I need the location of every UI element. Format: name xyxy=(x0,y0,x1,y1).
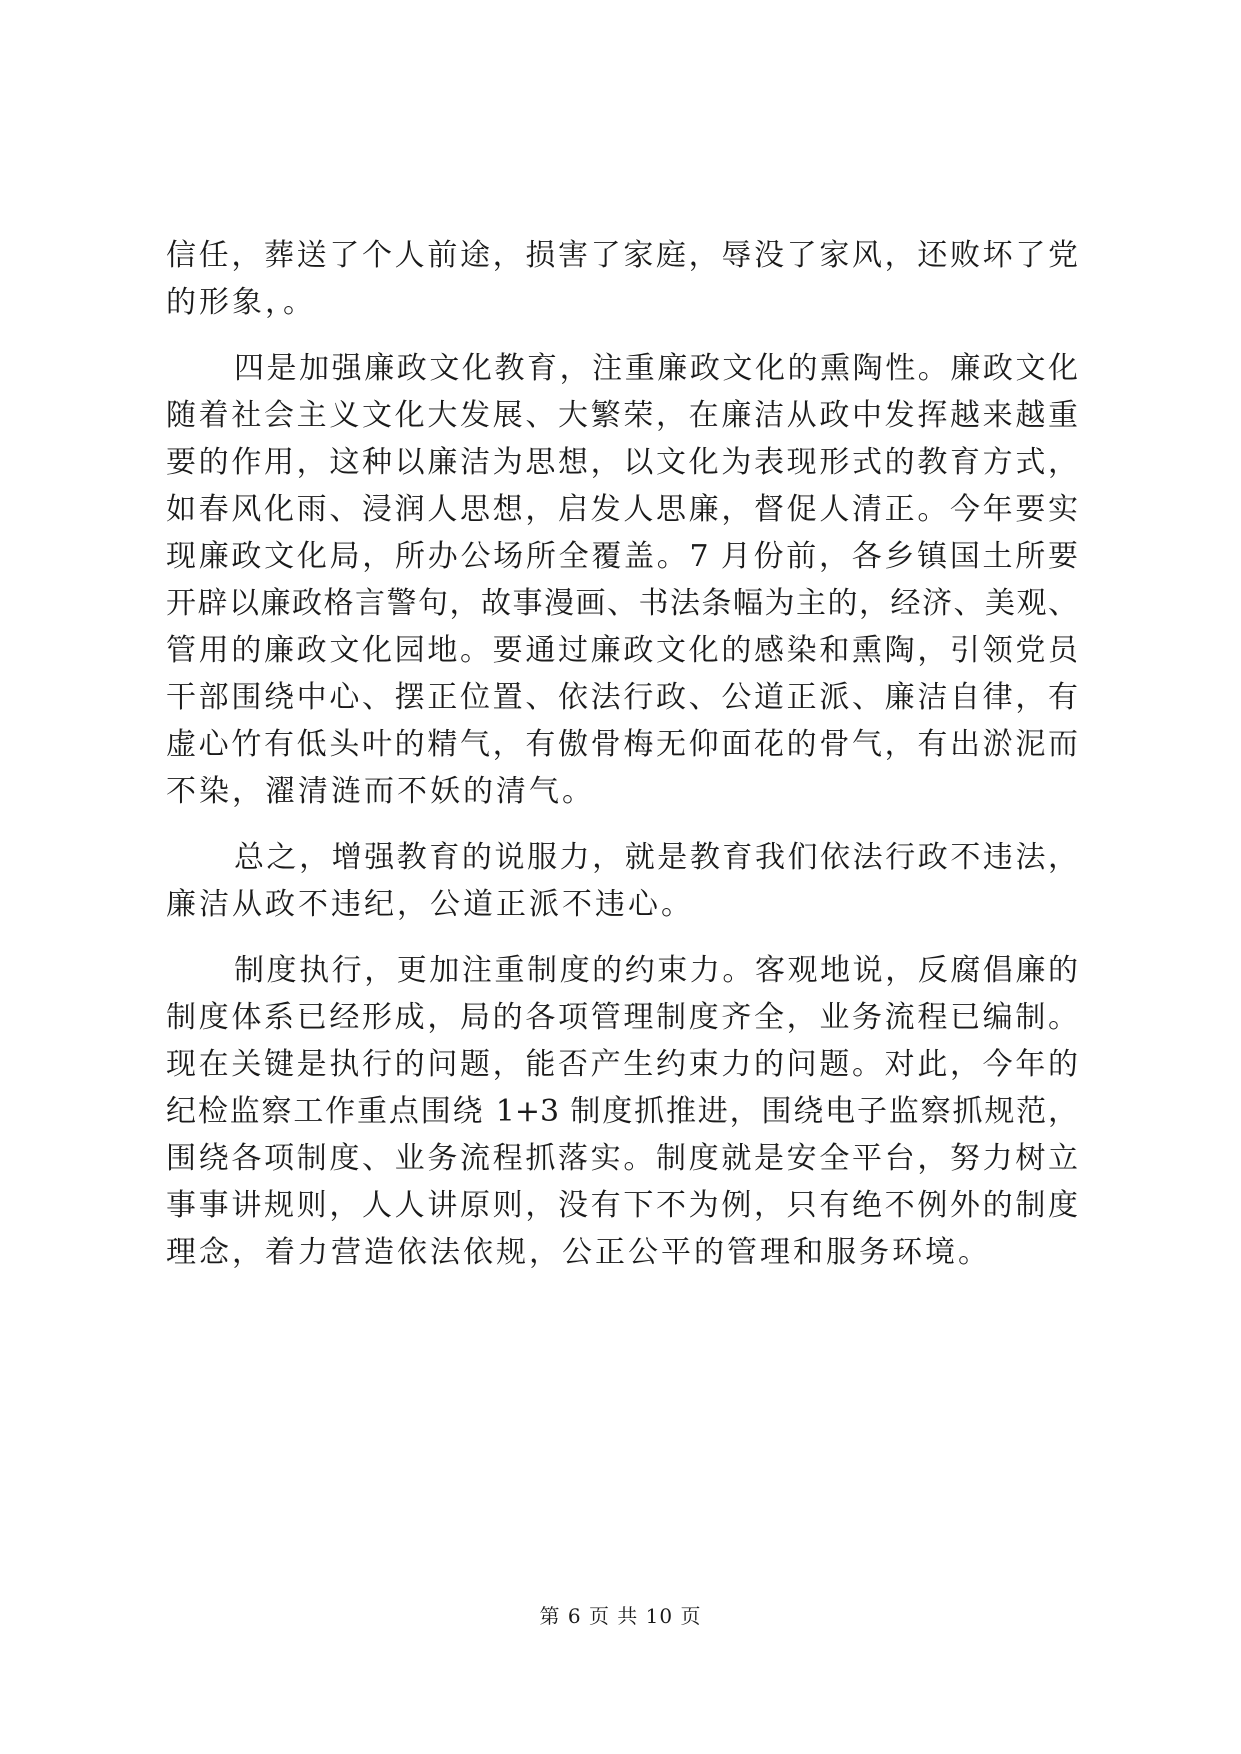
text-line: 事事讲规则，人人讲原则，没有下不为例，只有绝不例外的制度 xyxy=(166,1188,1078,1223)
page-footer xyxy=(0,1600,1241,1629)
paragraph-1 xyxy=(166,232,1078,326)
text-line: 制度体系已经形成，局的各项管理制度齐全，业务流程已编制。 xyxy=(166,1000,1078,1035)
paragraph-4 xyxy=(166,947,1078,1276)
text-line: 现在关键是执行的问题，能否产生约束力的问题。对此，今年的 xyxy=(166,1047,1078,1082)
text-line: 制度执行，更加注重制度的约束力。客观地说，反腐倡廉的 xyxy=(234,953,1078,988)
page-indicator: 第 6 页 共 10 页 xyxy=(539,1604,702,1628)
text-line: 虚心竹有低头叶的精气，有傲骨梅无仰面花的骨气，有出淤泥而 xyxy=(166,727,1078,762)
text-line: 廉洁从政不违纪，公道正派不违心。 xyxy=(166,887,694,922)
text-line: 理念，着力营造依法依规，公正公平的管理和服务环境。 xyxy=(166,1235,991,1270)
text-line: 要的作用，这种以廉洁为思想，以文化为表现形式的教育方式， xyxy=(166,445,1078,480)
text-line: 纪检监察工作重点围绕 1+3 制度抓推进，围绕电子监察抓规范， xyxy=(166,1094,1078,1129)
text-line: 总之，增强教育的说服力，就是教育我们依法行政不违法， xyxy=(234,840,1078,875)
text-line: 四是加强廉政文化教育，注重廉政文化的熏陶性。廉政文化 xyxy=(234,351,1078,386)
text-line: 围绕各项制度、业务流程抓落实。制度就是安全平台，努力树立 xyxy=(166,1141,1078,1176)
text-line: 开辟以廉政格言警句，故事漫画、书法条幅为主的，经济、美观、 xyxy=(166,586,1078,621)
text-line: 现廉政文化局，所办公场所全覆盖。7 月份前，各乡镇国土所要 xyxy=(166,539,1078,574)
text-line: 管用的廉政文化园地。要通过廉政文化的感染和熏陶，引领党员 xyxy=(166,633,1078,668)
text-line: 随着社会主义文化大发展、大繁荣，在廉洁从政中发挥越来越重 xyxy=(166,398,1078,433)
text-line: 如春风化雨、浸润人思想，启发人思廉，督促人清正。今年要实 xyxy=(166,492,1078,527)
paragraph-2 xyxy=(166,345,1078,815)
text-line: 干部围绕中心、摆正位置、依法行政、公道正派、廉洁自律，有 xyxy=(166,680,1078,715)
document-body xyxy=(166,232,1078,1276)
paragraph-3 xyxy=(166,834,1078,928)
text-line: 不染，濯清涟而不妖的清气。 xyxy=(166,774,595,809)
text-line: 信任，葬送了个人前途，损害了家庭，辱没了家风，还败坏了党 xyxy=(166,238,1078,273)
text-line: 的形象，。 xyxy=(166,285,316,320)
